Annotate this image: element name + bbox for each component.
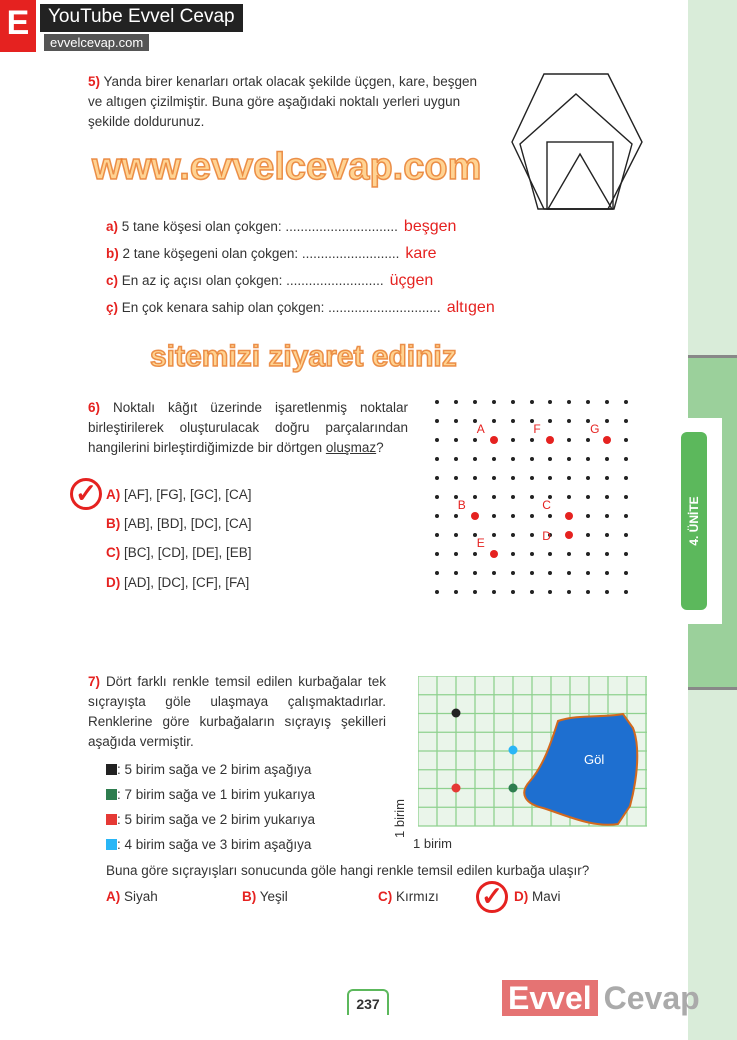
red-frog	[452, 784, 461, 793]
grid-dot	[492, 457, 496, 461]
watermark-sub: sitemizi ziyaret ediniz	[150, 340, 457, 373]
grid-dot	[454, 514, 458, 518]
grid-dot	[492, 476, 496, 480]
q7-option-d[interactable]: D) Mavi	[514, 889, 561, 904]
grid-dot	[473, 457, 477, 461]
point-label: D	[542, 529, 551, 543]
rule-blue: : 4 birim sağa ve 3 birim aşağıya	[106, 835, 311, 855]
grid-dot	[624, 552, 628, 556]
grid-dot	[435, 438, 439, 442]
grid-dot	[605, 571, 609, 575]
grid-dot	[624, 400, 628, 404]
grid-dot	[530, 400, 534, 404]
grid-dot	[511, 457, 515, 461]
check-mark-icon: ✓	[476, 881, 508, 913]
polygons-figure	[510, 72, 645, 212]
grid-dot	[548, 514, 552, 518]
lake-label: Göl	[584, 752, 605, 767]
grid-dot	[624, 495, 628, 499]
grid-dot	[454, 552, 458, 556]
grid-dot	[473, 438, 477, 442]
grid-dot	[435, 590, 439, 594]
q7-option-b[interactable]: B) Yeşil	[242, 889, 288, 904]
grid-dot	[454, 400, 458, 404]
q5-item-c: c) En az iç açısı olan çokgen: .......................... üçgen	[106, 270, 433, 292]
point-label: A	[476, 422, 485, 436]
red-square-icon	[106, 814, 117, 825]
grid-dot	[473, 476, 477, 480]
grid-dot	[586, 590, 590, 594]
q7-option-c[interactable]: C) Kırmızı	[378, 889, 439, 904]
grid-dot	[530, 457, 534, 461]
q5-stem: 5) Yanda birer kenarları ortak olacak şekilde üçgen, kare, beşgen ve altıgen çizilmiştir. Buna göre aşağıdaki noktalı yerleri uygun şekilde doldurunuz.	[88, 74, 477, 129]
grid-dot	[530, 590, 534, 594]
point-B	[471, 512, 479, 520]
grid-dot	[454, 571, 458, 575]
point-label: G	[590, 422, 600, 436]
grid-dot	[435, 476, 439, 480]
grid-dot	[605, 495, 609, 499]
q6-option-c[interactable]: C) [BC], [CD], [DE], [EB]	[106, 545, 252, 560]
point-label: F	[533, 422, 541, 436]
page-number: 237	[347, 989, 389, 1015]
q6-option-b[interactable]: B) [AB], [BD], [DC], [CA]	[106, 516, 252, 531]
grid-dot	[435, 571, 439, 575]
grid-dot	[605, 476, 609, 480]
grid-dot	[567, 476, 571, 480]
point-F	[546, 436, 554, 444]
grid-dot	[511, 552, 515, 556]
grid-dot	[492, 571, 496, 575]
grid-dot	[435, 457, 439, 461]
q6-stem: 6) Noktalı kâğıt üzerinde işaretlenmiş noktalar birleştirilerek oluşturulacak doğru parçalarından hangilerini birleştirdiğimizde bir dörtgen oluşmaz?	[88, 400, 408, 455]
grid-dot	[624, 571, 628, 575]
grid-dot	[548, 400, 552, 404]
grid-dot	[454, 457, 458, 461]
grid-dot	[530, 438, 534, 442]
grid-dot	[473, 552, 477, 556]
grid-dot	[605, 533, 609, 537]
grid-dot	[624, 590, 628, 594]
grid-dot	[548, 552, 552, 556]
rule-black: : 5 birim sağa ve 2 birim aşağıya	[106, 760, 311, 780]
grid-dot	[586, 476, 590, 480]
grid-dot	[548, 571, 552, 575]
grid-dot	[492, 400, 496, 404]
grid-dot	[586, 400, 590, 404]
grid-dot	[530, 495, 534, 499]
q7-question: Buna göre sıçrayışları sonucunda göle hangi renkle temsil edilen kurbağa ulaşır?	[106, 863, 590, 878]
grid-dot	[473, 400, 477, 404]
grid-dot	[605, 400, 609, 404]
blue-frog	[509, 746, 518, 755]
grid-dot	[605, 419, 609, 423]
point-E	[490, 550, 498, 558]
grid-dot	[605, 457, 609, 461]
grid-dot	[548, 476, 552, 480]
grid-dot	[454, 438, 458, 442]
q5-item-b: b) 2 tane köşegeni olan çokgen: .......................... kare	[106, 243, 437, 265]
grid-dot	[435, 419, 439, 423]
rule-red: : 5 birim sağa ve 2 birim yukarıya	[106, 810, 315, 830]
grid-dot	[454, 590, 458, 594]
grid-dot	[435, 514, 439, 518]
grid-dot	[511, 400, 515, 404]
grid-dot	[511, 419, 515, 423]
grid-dot	[473, 495, 477, 499]
grid-dot	[454, 533, 458, 537]
black-frog	[452, 709, 461, 718]
grid-dot	[530, 571, 534, 575]
grid-dot	[624, 419, 628, 423]
grid-dot	[530, 514, 534, 518]
grid-dot	[511, 438, 515, 442]
grid-dot	[586, 457, 590, 461]
grid-dot	[435, 533, 439, 537]
unit-tab: 4. ÜNİTE	[681, 432, 707, 610]
grid-dot	[454, 419, 458, 423]
grid-dot	[454, 476, 458, 480]
grid-dot	[624, 476, 628, 480]
grid-dot	[511, 514, 515, 518]
grid-dot	[511, 495, 515, 499]
grid-dot	[586, 438, 590, 442]
grid-dot	[492, 419, 496, 423]
grid-dot	[605, 514, 609, 518]
grid-dot	[492, 590, 496, 594]
grid-dot	[567, 571, 571, 575]
grid-dot	[492, 533, 496, 537]
rule-green: : 7 birim sağa ve 1 birim yukarıya	[106, 785, 315, 805]
q5-answer-c: üçgen	[389, 272, 434, 289]
grid-dot	[473, 571, 477, 575]
grid-dot	[567, 552, 571, 556]
check-mark-icon: ✓	[70, 478, 102, 510]
grid-dot	[567, 457, 571, 461]
point-D	[565, 531, 573, 539]
grid-dot	[435, 495, 439, 499]
grid-dot	[435, 552, 439, 556]
grid-dot	[624, 514, 628, 518]
brand-url[interactable]: evvelcevap.com	[44, 34, 149, 51]
green-frog	[509, 784, 518, 793]
watermark-main: www.evvelcevap.com	[92, 146, 482, 188]
grid-dot	[435, 400, 439, 404]
point-label: E	[476, 536, 485, 550]
frog-grid	[418, 676, 650, 828]
grid-dot	[586, 533, 590, 537]
brand-title[interactable]: YouTube Evvel Cevap	[40, 4, 243, 32]
point-label: B	[457, 498, 466, 512]
point-C	[565, 512, 573, 520]
q6-option-a[interactable]: A) [AF], [FG], [GC], [CA]	[106, 487, 252, 502]
q7-stem: 7) Dört farklı renkle temsil edilen kurbağalar tek sıçrayışta göle ulaşmaya çalışmaktadırlar. Renklerine göre kurbağaların sıçrayış şekilleri aşağıda vermiştir.	[88, 674, 386, 749]
point-A	[490, 436, 498, 444]
grid-dot	[492, 495, 496, 499]
grid-dot	[624, 438, 628, 442]
grid-dot	[586, 495, 590, 499]
grid-dot	[624, 533, 628, 537]
q5-answer-a: beşgen	[403, 218, 457, 235]
blue-square-icon	[106, 839, 117, 850]
grid-dot	[492, 514, 496, 518]
q6-option-d[interactable]: D) [AD], [DC], [CF], [FA]	[106, 575, 250, 590]
green-square-icon	[106, 789, 117, 800]
grid-dot	[511, 533, 515, 537]
grid-dot	[548, 419, 552, 423]
q5-answer-b: kare	[405, 245, 437, 262]
grid-dot	[530, 533, 534, 537]
grid-dot	[567, 495, 571, 499]
unit-horizontal-label: 1 birim	[413, 836, 453, 851]
grid-dot	[567, 419, 571, 423]
grid-dot	[473, 590, 477, 594]
q5-item-ç: ç) En çok kenara sahip olan çokgen: .............................. altıgen	[106, 297, 495, 319]
black-square-icon	[106, 764, 117, 775]
grid-dot	[511, 590, 515, 594]
grid-dot	[567, 438, 571, 442]
grid-dot	[586, 552, 590, 556]
grid-dot	[567, 590, 571, 594]
grid-dot	[605, 590, 609, 594]
unit-vertical-label: 1 birim	[392, 798, 407, 838]
grid-dot	[567, 400, 571, 404]
evvelcevap-logo: Evvel Cevap	[502, 980, 700, 1017]
grid-dot	[624, 457, 628, 461]
point-G	[603, 436, 611, 444]
q5-answer-ç: altıgen	[446, 299, 495, 316]
grid-dot	[511, 476, 515, 480]
grid-dot	[548, 590, 552, 594]
point-label: C	[542, 498, 551, 512]
grid-dot	[586, 514, 590, 518]
q5-item-a: a) 5 tane köşesi olan çokgen: .............................. beşgen	[106, 216, 456, 238]
grid-dot	[605, 552, 609, 556]
grid-dot	[511, 571, 515, 575]
grid-dot	[530, 476, 534, 480]
grid-dot	[586, 571, 590, 575]
grid-dot	[530, 552, 534, 556]
brand-logo: E	[0, 0, 36, 52]
grid-dot	[548, 457, 552, 461]
q7-option-a[interactable]: A) Siyah	[106, 889, 158, 904]
